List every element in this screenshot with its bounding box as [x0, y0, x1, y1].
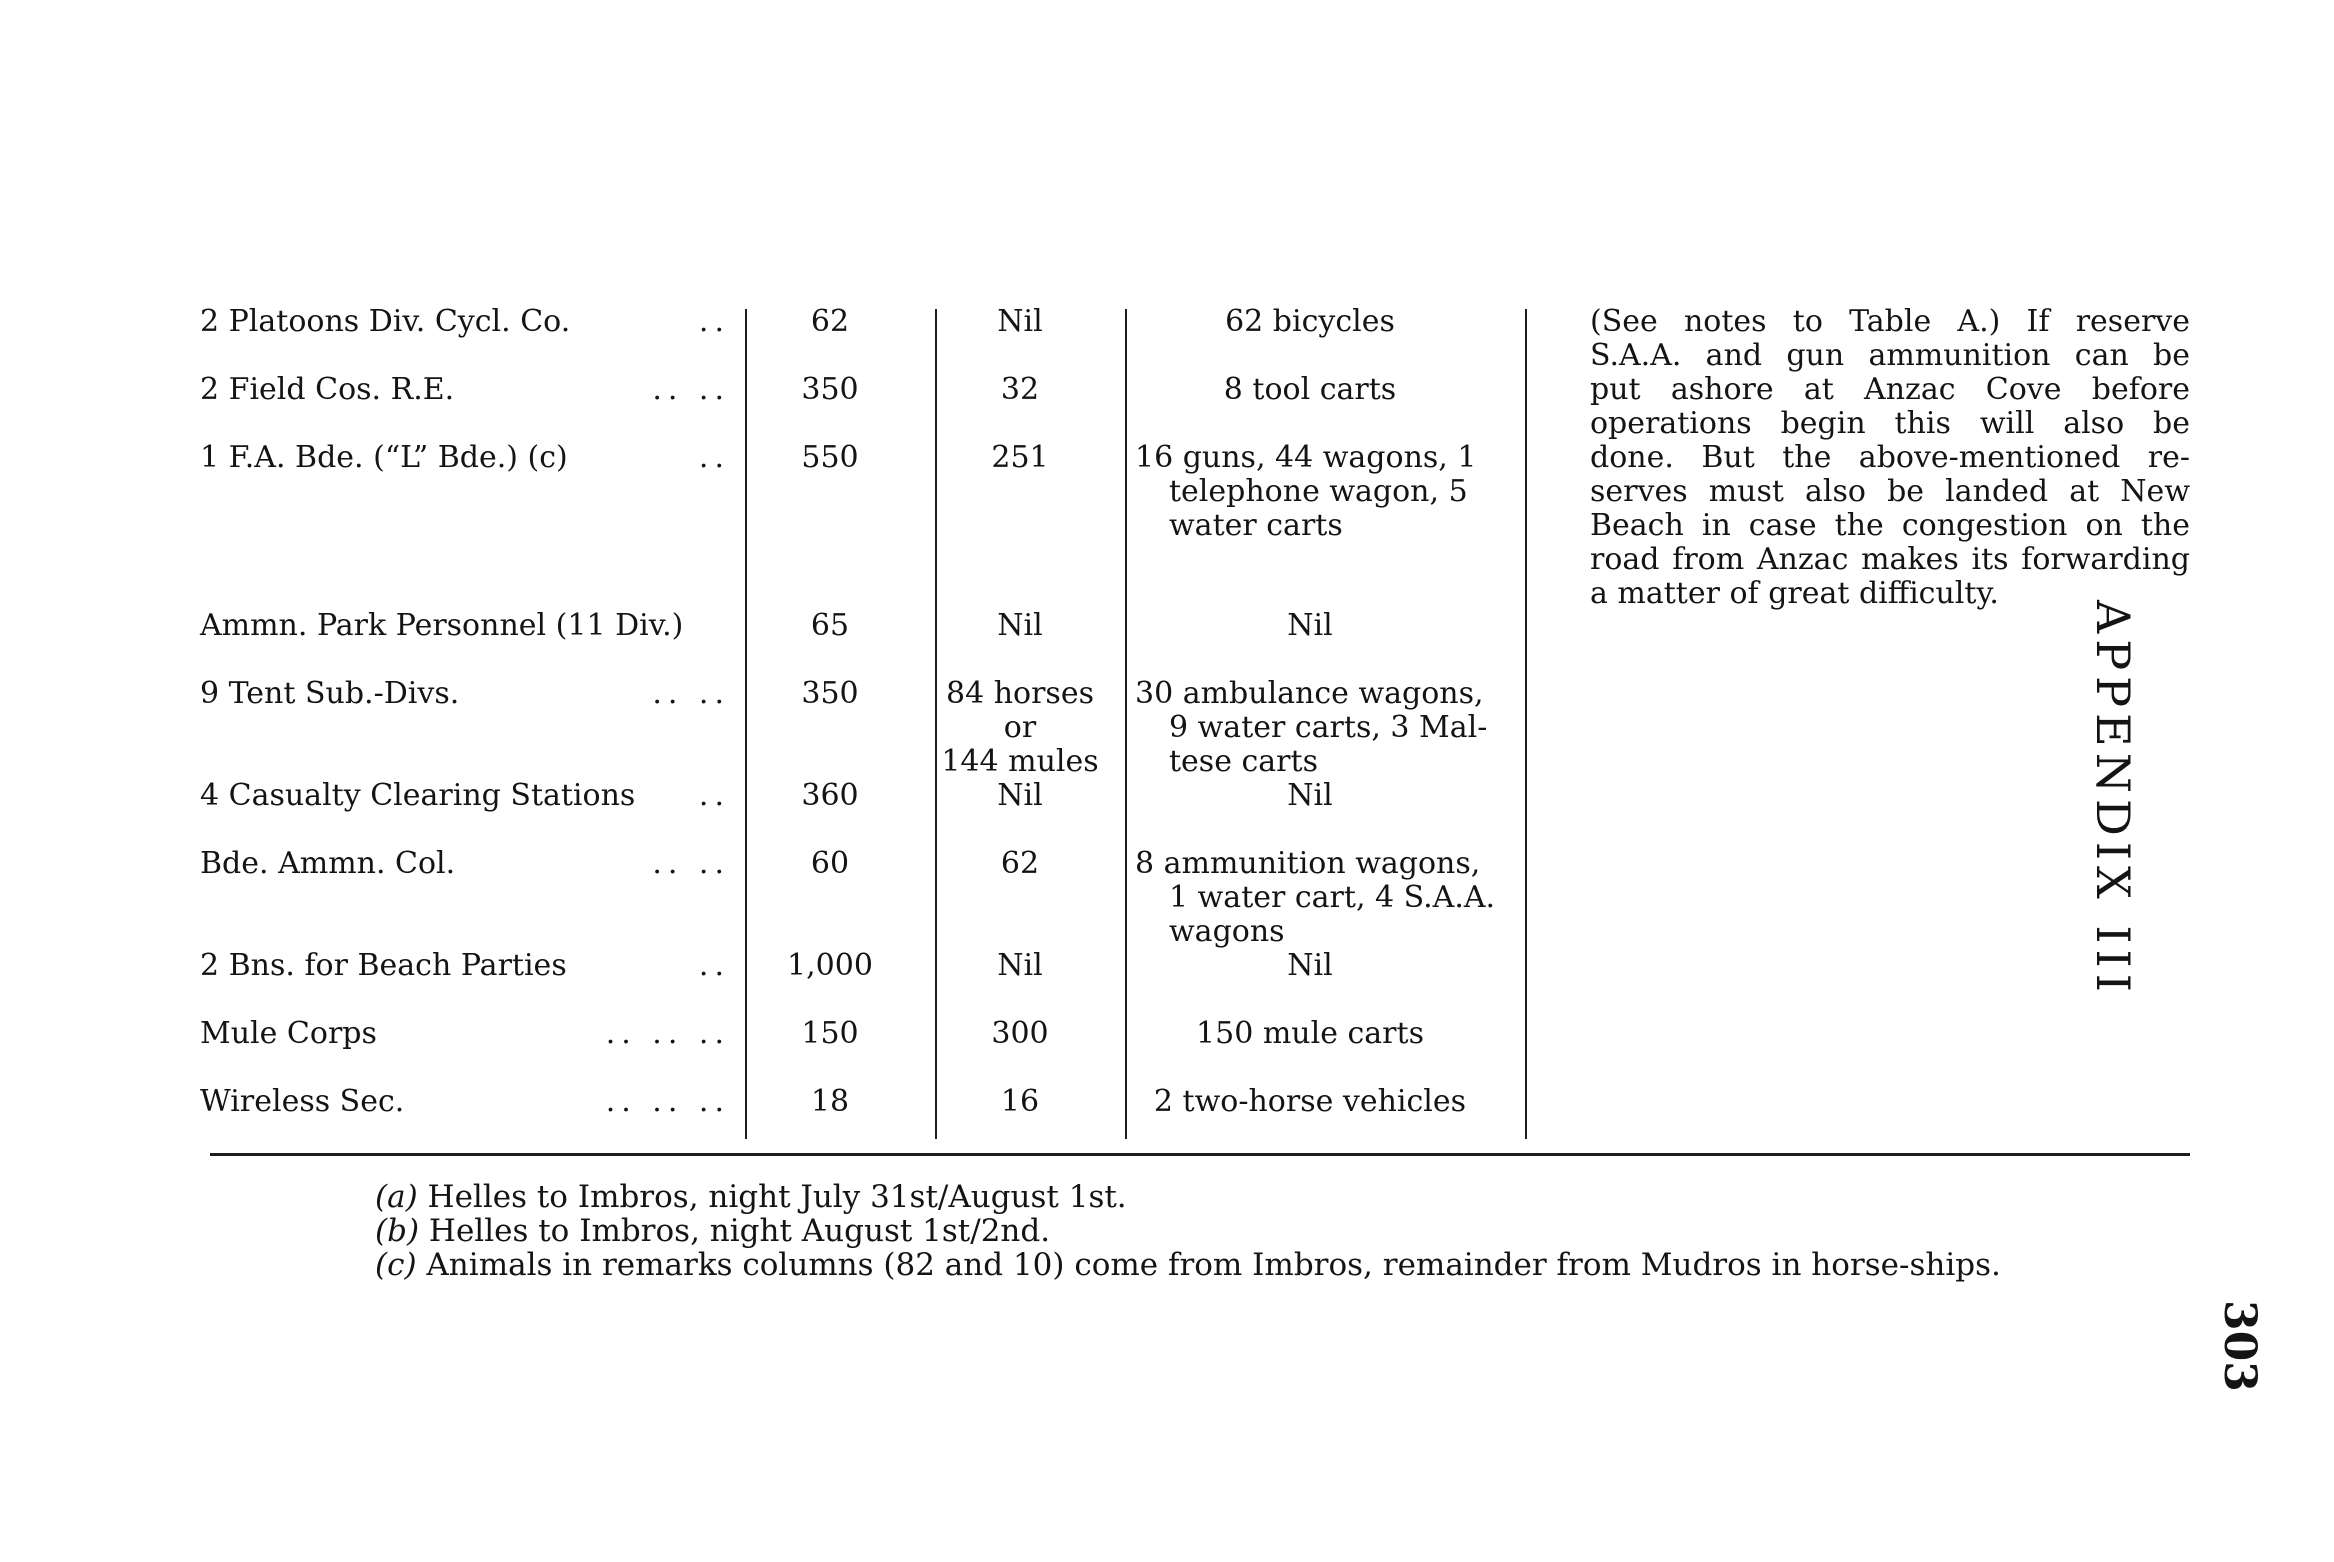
animals-cell: 32 [1000, 372, 1040, 407]
embarkation-table [200, 305, 2190, 1145]
animals-cell: 251 [991, 440, 1049, 475]
remarks-line: done. But the above-mentioned re- [1590, 440, 2190, 475]
unit-name: 2 Bns. for Beach Parties [200, 948, 567, 983]
table-bottom-rule [210, 1153, 2190, 1156]
leader-dots: .. .. .. [605, 1016, 730, 1051]
table-row [200, 846, 1540, 949]
remarks-line: road from Anzac makes its forwarding [1590, 542, 2190, 577]
footnote [375, 1180, 2001, 1214]
remarks-line: Beach in case the congestion on the [1590, 508, 2190, 543]
vehicles-line: 8 ammunition wagons, [1135, 846, 1481, 881]
leader-dots: .. .. [652, 372, 730, 407]
unit-cell [200, 1085, 730, 1119]
men-cell: 360 [801, 778, 859, 813]
unit-name: 2 Platoons Div. Cycl. Co. [200, 304, 571, 339]
vehicles-line: tese carts [1169, 744, 1318, 779]
running-head-text: APPENDIX III [2086, 600, 2140, 998]
unit-cell [200, 847, 730, 881]
remarks-line: (See notes to Table A.) If reserve [1590, 304, 2190, 339]
vehicles-line: 16 guns, 44 wagons, 1 [1135, 440, 1477, 475]
men-cell: 18 [810, 1084, 850, 1119]
men-cell: 550 [801, 440, 859, 475]
table-row [200, 373, 1540, 433]
remarks-cell [1590, 305, 2190, 611]
animals-cell: 300 [991, 1016, 1049, 1051]
animals-cell: 16 [1000, 1084, 1040, 1119]
men-cell: 62 [810, 304, 850, 339]
vehicles-line: telephone wagon, 5 [1169, 474, 1468, 509]
vehicles-cell [1135, 677, 1500, 779]
remarks-line: a matter of great difficulty. [1590, 576, 1999, 611]
unit-name: Bde. Ammn. Col. [200, 846, 456, 881]
footnote-text: Helles to Imbros, night July 31st/August 1st. [427, 1179, 1127, 1215]
men-cell: 150 [801, 1016, 859, 1051]
unit-cell [200, 1017, 730, 1051]
vehicles-cell: Nil [1287, 948, 1333, 983]
vehicles-line: 9 water carts, 3 Mal- [1169, 710, 1488, 745]
vehicles-cell: 8 tool carts [1223, 372, 1397, 407]
footnote-text: Helles to Imbros, night August 1st/2nd. [428, 1213, 1051, 1249]
footnote [375, 1248, 2001, 1282]
leader-dots: .. .. .. [605, 1084, 730, 1119]
table-row [200, 440, 1540, 543]
unit-cell [200, 949, 730, 983]
leader-dots: .. [698, 778, 730, 813]
animals-cell: 62 [1000, 846, 1040, 881]
remarks-line: S.A.A. and gun ammunition can be [1590, 338, 2190, 373]
vehicles-cell: 62 bicycles [1225, 304, 1395, 339]
vehicles-line: water carts [1169, 508, 1343, 543]
men-cell: 350 [801, 372, 859, 407]
footnote-mark: (b) [375, 1213, 420, 1249]
footnote-mark: (c) [375, 1247, 417, 1283]
leader-dots: .. [698, 304, 730, 339]
animals-cell: Nil [997, 948, 1043, 983]
unit-cell [200, 677, 730, 711]
vehicles-cell: Nil [1287, 778, 1333, 813]
table-row [200, 949, 1540, 1009]
leader-dots: .. .. [652, 846, 730, 881]
footnote-mark: (a) [375, 1179, 418, 1215]
footnotes [375, 1180, 2001, 1282]
men-cell: 65 [810, 608, 850, 643]
vehicles-cell: 2 two-horse vehicles [1153, 1084, 1467, 1119]
remarks-line: operations begin this will also be [1590, 406, 2190, 441]
animals-cell: Nil [997, 608, 1043, 643]
table-row [200, 1017, 1540, 1077]
remarks-line: put ashore at Anzac Cove before [1590, 372, 2190, 407]
men-cell: 60 [810, 846, 850, 881]
unit-cell [200, 779, 730, 813]
unit-name: 9 Tent Sub.-Divs. [200, 676, 460, 711]
men-cell: 350 [801, 676, 859, 711]
table-row [200, 1085, 1540, 1145]
leader-dots: .. [698, 948, 730, 983]
table-row [200, 779, 1540, 839]
vehicles-cell [1135, 441, 1500, 543]
table-row [200, 609, 1540, 669]
page-number-text: 303 [2214, 1300, 2265, 1392]
animals-line: or [1003, 710, 1037, 745]
table-row [200, 676, 1540, 779]
leader-dots: .. [698, 440, 730, 475]
unit-cell [200, 441, 730, 475]
unit-name: 2 Field Cos. R.E. [200, 372, 455, 407]
footnote-text: Animals in remarks columns (82 and 10) come from Imbros, remainder from Mudros in horse-ships. [426, 1247, 2001, 1283]
unit-name: Wireless Sec. [200, 1084, 405, 1119]
unit-name: 1 F.A. Bde. (“L” Bde.) (c) [200, 440, 568, 475]
vehicles-line: 30 ambulance wagons, [1135, 676, 1484, 711]
men-cell: 1,000 [787, 948, 873, 983]
animals-cell: Nil [997, 778, 1043, 813]
footnote [375, 1214, 2001, 1248]
vehicles-cell [1135, 847, 1500, 949]
vehicles-line: wagons [1169, 914, 1285, 949]
table-row [200, 305, 1540, 365]
leader-dots: .. .. [652, 676, 730, 711]
unit-cell [200, 609, 730, 643]
animals-cell [930, 677, 1110, 779]
vehicles-line: 1 water cart, 4 S.A.A. [1169, 880, 1496, 915]
unit-cell [200, 373, 730, 407]
remarks-line: serves must also be landed at New [1590, 474, 2190, 509]
unit-name: 4 Casualty Clearing Stations [200, 778, 636, 813]
vehicles-cell: Nil [1287, 608, 1333, 643]
animals-cell: Nil [997, 304, 1043, 339]
animals-line: 144 mules [941, 744, 1099, 779]
animals-line: 84 horses [946, 676, 1094, 711]
vehicles-cell: 150 mule carts [1196, 1016, 1424, 1051]
unit-name: Mule Corps [200, 1016, 377, 1051]
unit-cell [200, 305, 730, 339]
unit-name: Ammn. Park Personnel (11 Div.) [200, 608, 684, 643]
